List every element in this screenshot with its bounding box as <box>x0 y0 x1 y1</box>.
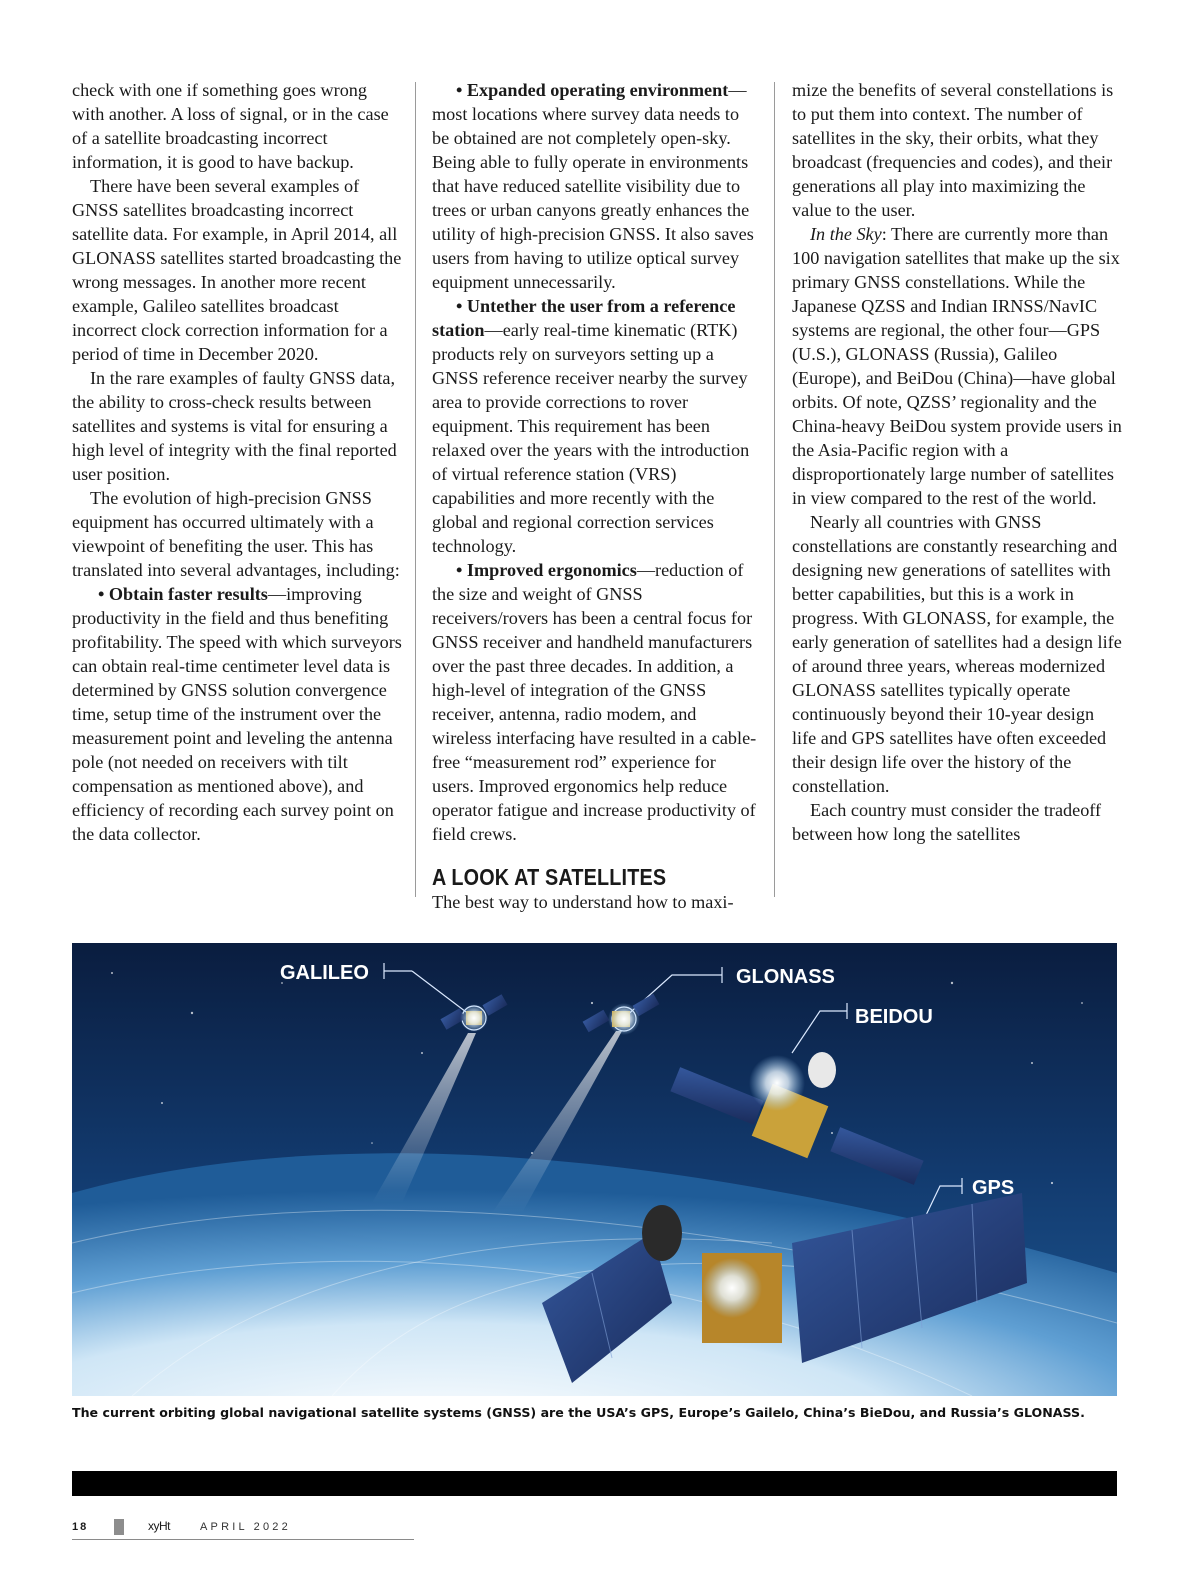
galileo-label: GALILEO <box>280 962 369 984</box>
page-number: 18 <box>72 1521 89 1533</box>
paragraph-text: : There are currently more than 100 navigation satellites that make up the six primary GNSS constellations. While the Japanese QZSS and Indian IRNSS/NavIC systems are regional, the other four—GPS (U.S.), GLONASS (Russia), Galileo (Europe), and BeiDou (China)—have global orbits. Of note, QZSS’ regionality and the China-heavy BeiDou system provide users in the Asia-Pacific region with a disproportionately large number of satellites in view compared to the rest of the world. <box>792 224 1122 508</box>
article-column-1 <box>72 78 402 846</box>
paragraph: There have been several examples of GNSS satellites broadcasting incorrect satellite data. For example, in April 2014, all GLONASS satellites started broadcasting the wrong messages. In another more recent example, Galileo satellites broadcast incorrect clock correction information for a period of time in December 2020. <box>72 176 402 364</box>
run-in-head: In the Sky <box>810 224 882 244</box>
publication-name: xyHt <box>148 1519 170 1533</box>
bullet-paragraph <box>432 558 758 846</box>
bullet-lead: • Obtain faster results <box>98 584 268 604</box>
bullet-text: —early real-time kinematic (RTK) products rely on surveyors setting up a GNSS reference receiver nearby the survey area to provide corrections to rover equipment. This requirement has been relaxed over the years with the introduction of virtual reference station (VRS) capabilities and more recently with the global and regional correction services technology. <box>432 320 750 556</box>
page-footer <box>72 1519 414 1540</box>
column-divider <box>415 82 416 897</box>
section-heading: A LOOK AT SATELLITES <box>432 864 667 890</box>
bullet-text: —improving productivity in the field and thus benefiting profitability. The speed with which surveyors can obtain real-time centimeter level data is determined by GNSS solution convergence time, setup time of the instrument over the measurement point and leveling the antenna pole (not needed on receivers with tilt compensation as mentioned above), and efficiency of recording each survey point on the data collector. <box>72 584 402 844</box>
column-divider <box>774 82 775 897</box>
article-column-3 <box>792 78 1122 846</box>
paragraph: Nearly all countries with GNSS constellations are constantly researching and designing new generations of satellites with better capabilities, but this is a work in progress. With GLONASS, for example, the early generation of satellites had a design life of around three years, whereas modernized GLONASS satellites typically operate continuously beyond their 10-year design life and GPS satellites have often exceeded their design life over the history of the constellation. <box>792 512 1122 796</box>
paragraph <box>792 222 1122 510</box>
bullet-paragraph <box>432 294 758 558</box>
figure-caption: The current orbiting global navigational satellite systems (GNSS) are the USA’s GPS, Europe’s Gailelo, China’s BieDou, and Russia’s GLONASS. <box>72 1405 1085 1420</box>
black-bar <box>72 1471 1117 1496</box>
bullet-lead: • Expanded operating environment <box>456 80 729 100</box>
paragraph: The evolution of high-precision GNSS equipment has occurred ultimately with a viewpoint of benefiting the user. This has translated into several advantages, including: <box>72 488 400 580</box>
bullet-paragraph <box>72 582 402 846</box>
gps-label: GPS <box>972 1177 1015 1199</box>
paragraph: In the rare examples of faulty GNSS data, the ability to cross-check results between satellites and systems is vital for ensuring a high level of integrity with the final reported user position. <box>72 368 397 484</box>
issue-date: APRIL 2022 <box>200 1521 291 1533</box>
paragraph: The best way to understand how to maxi- <box>432 892 734 912</box>
article-column-2 <box>432 78 758 914</box>
bullet-text: —most locations where survey data needs to be obtained are not completely open-sky. Being able to fully operate in environments that have reduced satellite visibility due to trees or urban canyons greatly enhances the utility of high-precision GNSS. It also saves users from having to utilize optical survey equipment unnecessarily. <box>432 80 754 292</box>
bullet-lead: • Untether the user from a reference station <box>432 296 736 340</box>
beidou-label: BEIDOU <box>855 1006 933 1028</box>
paragraph: mize the benefits of several constellations is to put them into context. The number of satellites in the sky, their orbits, what they broadcast (frequencies and codes), and their generations all play into maximizing the value to the user. <box>792 80 1114 220</box>
satellite-illustration <box>72 943 1117 1396</box>
paragraph: Each country must consider the tradeoff between how long the satellites <box>792 800 1102 844</box>
bullet-paragraph <box>432 78 758 294</box>
bullet-lead: • Improved ergonomics <box>456 560 637 580</box>
paragraph: check with one if something goes wrong with another. A loss of signal, or in the case of a satellite broadcasting incorrect information, it is good to have backup. <box>72 80 389 172</box>
glonass-label: GLONASS <box>736 966 835 988</box>
bullet-text: —reduction of the size and weight of GNSS receivers/rovers has been a central focus for GNSS receiver and handheld manufacturers over the past three decades. In addition, a high-level of integration of the GNSS receiver, antenna, radio modem, and wireless interfacing have resulted in a cable-free “measurement rod” experience for users. Improved ergonomics help reduce operator fatigue and increase productivity of field crews. <box>432 560 757 844</box>
footer-marker <box>114 1519 124 1535</box>
